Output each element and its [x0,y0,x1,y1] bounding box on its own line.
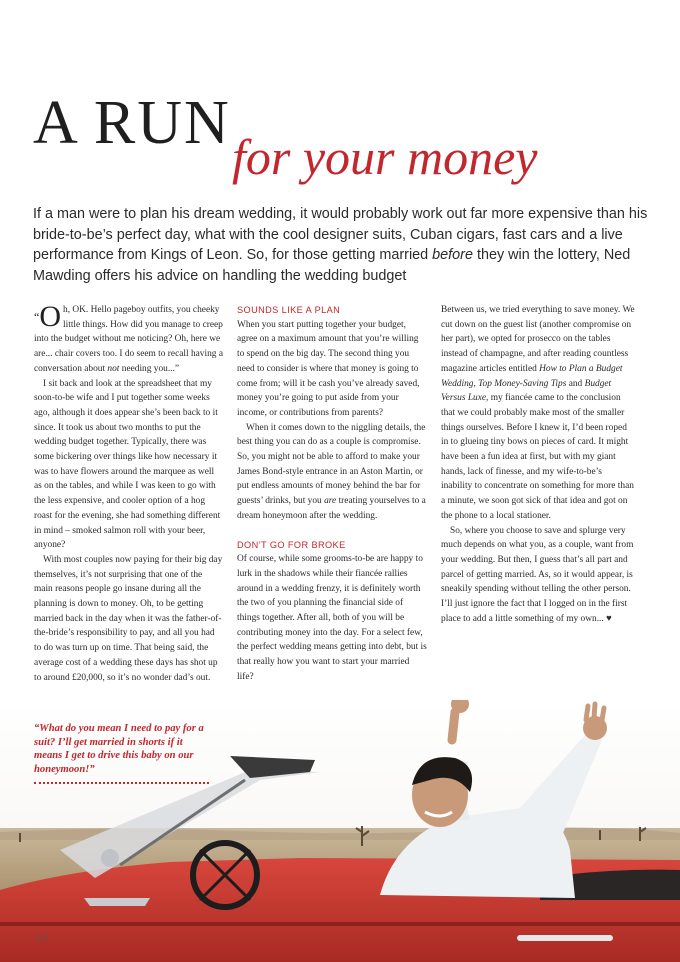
section-heading: DON’T GO FOR BROKE [237,539,346,550]
standfirst-emphasis: before [432,247,473,264]
standfirst-tail: they win the lottery, Ned Mawding offers his advice on handling the wedding budget [33,247,631,284]
article-column-3 [441,303,635,626]
headline: A RUN [33,89,231,157]
article-paragraph: Between us, we tried everything to save money. We cut down on the guest list (another compromise on her part), we opted for prosecco on the tables instead of champagne, and after reading countless magazine articles entitled How to Plan a Budget Wedding, Top Money-Saving Tips and Budget Versus Luxe, my fiancée came to the conclusion that we could probably make most of the smaller things ourselves. Before I knew it, I’d been roped in to glueing tiny bows on pieces of card. It might have been a fun idea at first, but with my giant hands, lack of finesse, and my wife-to-be’s inability to concentrate on something for more than a minute, we soon got sick of that idea and got on the phone to a local stationer. [441,305,635,521]
article-paragraph: “O h, OK. Hello pageboy outfits, you cheeky little things. How did you manage to creep into the budget without me noticing? Oh, here we are... chair covers too. I do seem to recall having a conversation about not needing you...” [34,300,223,374]
drop-cap: “O [34,300,61,333]
article-paragraph: So, where you choose to save and splurge very much depends on what you, as a couple, want from your wedding. But then, I guess that’s all part and parcel of getting married. As, so it would appear, is sneakily spending without telling the other person. I’ll just ignore the fact that I logged on in the first place to add a little something of my own... ♥ [441,525,634,624]
article-paragraph: With most couples now paying for their big day themselves, it’s not surprising that one of the main reasons people go insane during all the planning is down to money. Oh, to be getting married back in the day when it was the father-of-the-bride’s responsibility to pay, and all you had to do was turn up on time. That being said, the average cost of a wedding these days has shot up to around £20,000, so it’s no wonder dad’s out. [34,554,223,683]
article-paragraph: When you start putting together your budget, agree on a maximum amount that you’re willing to spend on the big day. The second thing you need to consider is where that money is going to come from; will it be cash you’ve already saved, money you’re going to put aside from your income, or contributions from parents? [237,319,420,418]
standfirst-lead: If a man were to plan his dream wedding, it would probably work out far more expensive than his bride-to-be’s perfect day, what with the cool designer suits, Cuban cigars, fast cars and a live performance from Kings of Leon. So, for those getting married [33,206,648,264]
article-paragraph: When it comes down to the niggling details, the best thing you can do as a couple is compromise. So, you might not be able to afford to make your James Bond-style entrance in an Aston Martin, or put endless amounts of money behind the bar for guests’ drinks, but you are treating yourselves to a dream honeymoon after the wedding. [237,422,426,521]
page-number: 112 [34,934,48,944]
pull-quote: “What do you mean I need to pay for a suit? I’ll get married in shorts if it means I get to drive this baby on our honeymoon!” [34,722,209,784]
section-heading: SOUNDS LIKE A PLAN [237,305,341,315]
article-paragraph: Of course, while some grooms-to-be are happy to lurk in the shadows while their fiancée rallies around in a wedding frenzy, it is definitely worth the two of you planning the financial side of things together. After all, both of you will be contributing money into the day. For a select few, the perfect wedding means getting into debt, but is that really how you want to start your married life? [237,554,427,682]
standfirst [33,204,653,286]
headline-script: for your money [232,129,538,185]
article-column-1 [34,300,223,685]
article-paragraph: I sit back and look at the spreadsheet that my soon-to-be wife and I put together some weeks ago, although it does appear she’s been back to it since. It took us about two months to put the wedding budget together. Typically, there was some bickering over things like how necessary it was to have flowers around the marquee as well as on the tables, and while I was keen to go with the less expensive, and cooler option of a hog roast for the evening, she had something different in mind – smoked salmon roll with your beer, anyone? [34,378,221,551]
article-column-2 [237,303,427,685]
